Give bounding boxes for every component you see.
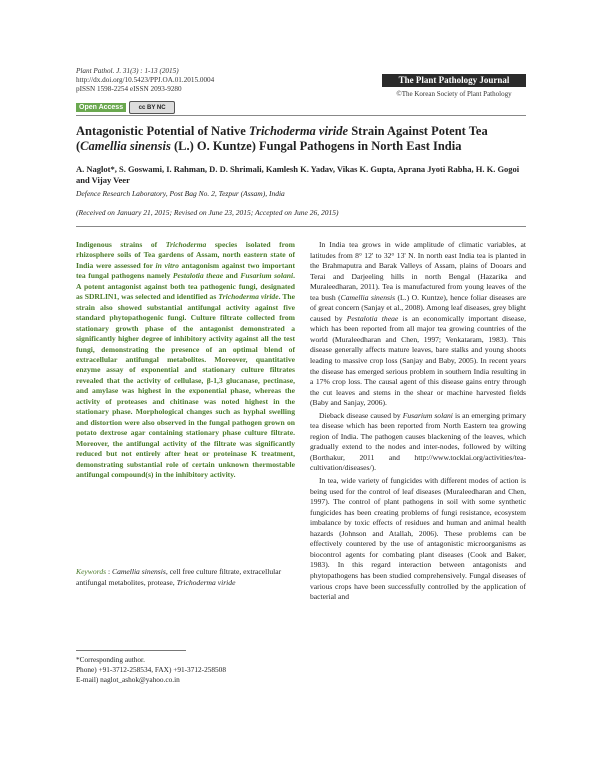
keywords: Keywords : Camellia sinensis, cell free culture filtrate, extracellular antifungal metabolites, protease, Trichoderma viride (76, 567, 282, 587)
header-divider (76, 115, 526, 116)
author-email[interactable]: E-mail) naglot_ashok@yahoo.co.in (76, 675, 180, 685)
corresponding-author: *Corresponding author. Phone) +91-3712-258534, FAX) +91-3712-258508 E-mail) naglot_ashok@yahoo.co.in (76, 655, 295, 686)
paragraph-3: In tea, wide variety of fungicides with different modes of action is being used for the control of leaf diseases (Muraleedharan and Chen, 1997). The control of plant pathogens in soil with some synthetic fungicides has been creating problems of fungi resistance, ecosystem imbalance by toxic effects of residues and human and animal health hazards (Johnson and Atallah, 2006). These problems can be effectively countered by the use of antagonistic microorganisms as biocontrol agents for combating plant diseases (Cook and Baker, 1983). In this regard interaction between antagonists and phytopathogens has been studied comprehensively. Fungal diseases of various crops have been successfully controlled by the application of bacterial and (310, 476, 526, 602)
citation: Plant Pathol. J. 31(3) : 1-13 (2015) (76, 67, 179, 75)
journal-header (76, 67, 214, 94)
introduction-body (310, 240, 526, 603)
author-list: A. Naglot*, S. Goswami, I. Rahman, D. D. Shrimali, Kamlesh K. Yadav, Vikas K. Gupta, Aprana Jyoti Rabha, H. K. Gogoi and Vijay Veer (76, 164, 520, 185)
received-dates: (Received on January 21, 2015; Revised on June 23, 2015; Accepted on June 26, 2015) (76, 208, 339, 217)
footnote-divider (76, 650, 186, 651)
cc-license-icon[interactable]: cc BY NC (129, 101, 175, 114)
open-access-label: Open Access (76, 103, 126, 112)
journal-name-banner: The Plant Pathology Journal (382, 74, 526, 87)
open-access-badges (76, 101, 175, 114)
affiliation: Defence Research Laboratory, Post Bag No. 2, Tezpur (Assam), India (76, 189, 285, 198)
abstract: Indigenous strains of Trichoderma species isolated from rhizosphere soils of Tea gardens of Assam, north eastern state of India were assessed for in vitro antagonism against two important tea fungal pathogens namely Pestalotia theae and Fusarium solani. A potent antagonist against both tea pathogenic fungi, designated as SDRLIN1, was selected and identified as Trichoderma viride. The strain also showed substantial antifungal activity against five standard phytopathogenic fungi. Culture filtrate collected from stationary growth phase of the antagonist demonstrated a significantly higher degree of inhibitory activity against all the test fungi, demonstrating the presence of an optimal blend of extracellular antifungal metabolites. Moreover, quantitative enzyme assay of exponential and stationary culture filtrates revealed that the activity of cellulase, β-1,3 glucanase, pectinase, and amylase was highest in the exponential phase, whereas the activity of proteases and chitinase was noted highest in the stationary phase. Morphological changes such as hyphal swelling and distortion were also observed in the fungal pathogen grown on potato dextrose agar containing stationary phase culture filtrate. Moreover, the antifungal activity of the filtrate was significantly reduced but not entirely after heat or proteinase K treatment, demonstrating substantial role of certain unknown thermostable antifungal compound(s) in the inhibitory activity. (76, 240, 296, 479)
article-title: Antagonistic Potential of Native Trichoderma viride Strain Against Potent Tea (Camellia sinensis (L.) O. Kuntze) Fungal Pathogens in North East India (76, 124, 488, 153)
paragraph-2: Dieback disease caused by Fusarium solani is an emerging primary tea disease which has been reported from North Eastern tea growing region of India. The pathogen causes blackening of the leaves, which gradually extend to the nodes and inter-nodes, followed by wilting (Borthakur, 2011 and http://www.tocklai.org/activities/tea-cultivation/diseases/). (310, 410, 526, 473)
paragraph-1: In India tea grows in wide amplitude of climatic variables, at latitudes from 8° 12' to 32° 13' N. In north east India tea is planted in the Brahmaputra and Barak Valleys of Assam, plains of Dooars and Terai and Darjeeling hills in north Bengal (Hazarika and Muraleedharan, 2011). Tea is manufactured from young leaves of the tea bush (Camellia sinensis (L.) O. Kuntze), hence foliar diseases are of great concern (Sanjay et al., 2008). Among leaf diseases, grey blight caused by Pestalotia theae is an economically important disease, which has been reported from all major tea growing countries of the world (Muraleedharan and Chen, 1997; Venkataram, 1983). This disease generally affects mature leaves, bare stalks and young shoots leading to massive crop loss (Sanjay and Baby, 2005). In recent years the disease has emerged serious problem in southern India resulting in a 17% crop loss. The causal agent of this disease gains entry through the cut leaves and stems in the shear or machine harvested fields (Baby and Sanjay, 2006). (310, 240, 527, 408)
title-divider (76, 226, 526, 227)
copyright-line: ©The Korean Society of Plant Pathology (396, 90, 512, 98)
issn: pISSN 1598-2254 eISSN 2093-9280 (76, 85, 182, 93)
doi-link[interactable]: http://dx.doi.org/10.5423/PPJ.OA.01.2015.0004 (76, 76, 215, 84)
